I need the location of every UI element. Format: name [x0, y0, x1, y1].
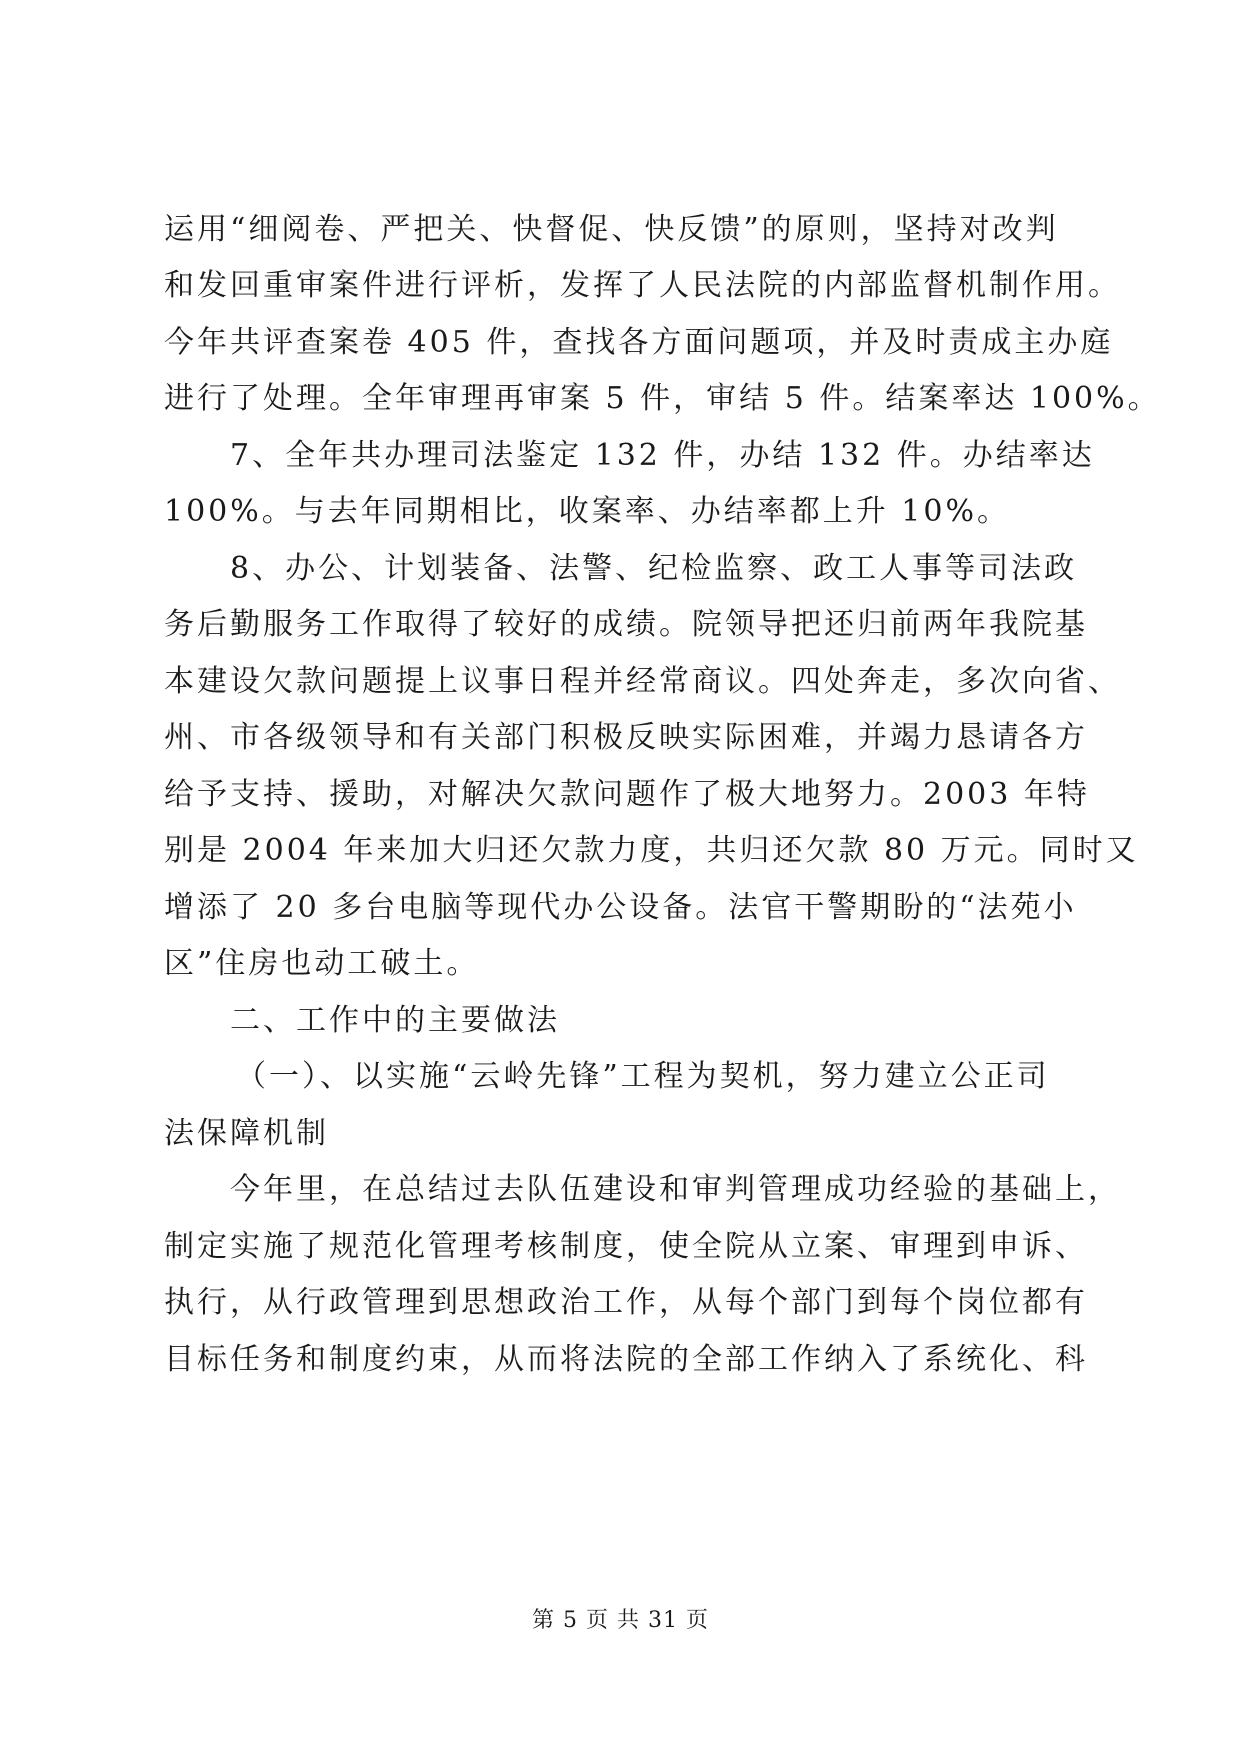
body-text-line: 增添了 20 多台电脑等现代办公设备。法官干警期盼的“法苑小 — [164, 890, 1077, 925]
body-text-line: 今年共评查案卷 405 件，查找各方面问题项，并及时责成主办庭 — [164, 325, 1114, 360]
subsection-heading: （一）、以实施“云岭先锋”工程为契机，努力建立公正司 — [236, 1059, 1050, 1094]
subsection-heading-cont: 法保障机制 — [164, 1116, 329, 1151]
body-text-line: 运用“细阅卷、严把关、快督促、快反馈”的原则，坚持对改判 — [164, 212, 1059, 247]
body-text-line: 目标任务和制度约束，从而将法院的全部工作纳入了系统化、科 — [164, 1342, 1088, 1377]
body-text-line: 给予支持、援助，对解决欠款问题作了极大地努力。2003 年特 — [164, 777, 1090, 812]
body-text-line: 区”住房也动工破土。 — [164, 946, 480, 981]
body-text-line: 7、全年共办理司法鉴定 132 件，办结 132 件。办结率达 — [230, 438, 1095, 473]
body-text-line: 8、办公、计划装备、法警、纪检监察、政工人事等司法政 — [230, 551, 1078, 586]
body-text-line: 务后勤服务工作取得了较好的成绩。院领导把还归前两年我院基 — [164, 607, 1088, 642]
body-text-line: 执行，从行政管理到思想政治工作，从每个部门到每个岗位都有 — [164, 1285, 1088, 1320]
body-text-line: 和发回重审案件进行评析，发挥了人民法院的内部监督机制作用。 — [164, 268, 1121, 303]
page-number-footer: 第 5 页 共 31 页 — [532, 1608, 709, 1633]
body-text-line: 本建设欠款问题提上议事日程并经常商议。四处奔走，多次向省、 — [164, 664, 1121, 699]
body-text-line: 进行了处理。全年审理再审案 5 件，审结 5 件。结案率达 100%。 — [164, 381, 1161, 416]
body-text-line: 100%。与去年同期相比，收案率、办结率都上升 10%。 — [164, 494, 1010, 529]
body-text-line: 别是 2004 年来加大归还欠款力度，共归还欠款 80 万元。同时又 — [164, 833, 1139, 868]
body-text-line: 州、市各级领导和有关部门积极反映实际困难，并竭力恳请各方 — [164, 720, 1088, 755]
body-text-line: 今年里，在总结过去队伍建设和审判管理成功经验的基础上， — [230, 1172, 1121, 1207]
body-text-line: 制定实施了规范化管理考核制度，使全院从立案、审理到申诉、 — [164, 1229, 1088, 1264]
section-heading: 二、工作中的主要做法 — [230, 1003, 560, 1038]
